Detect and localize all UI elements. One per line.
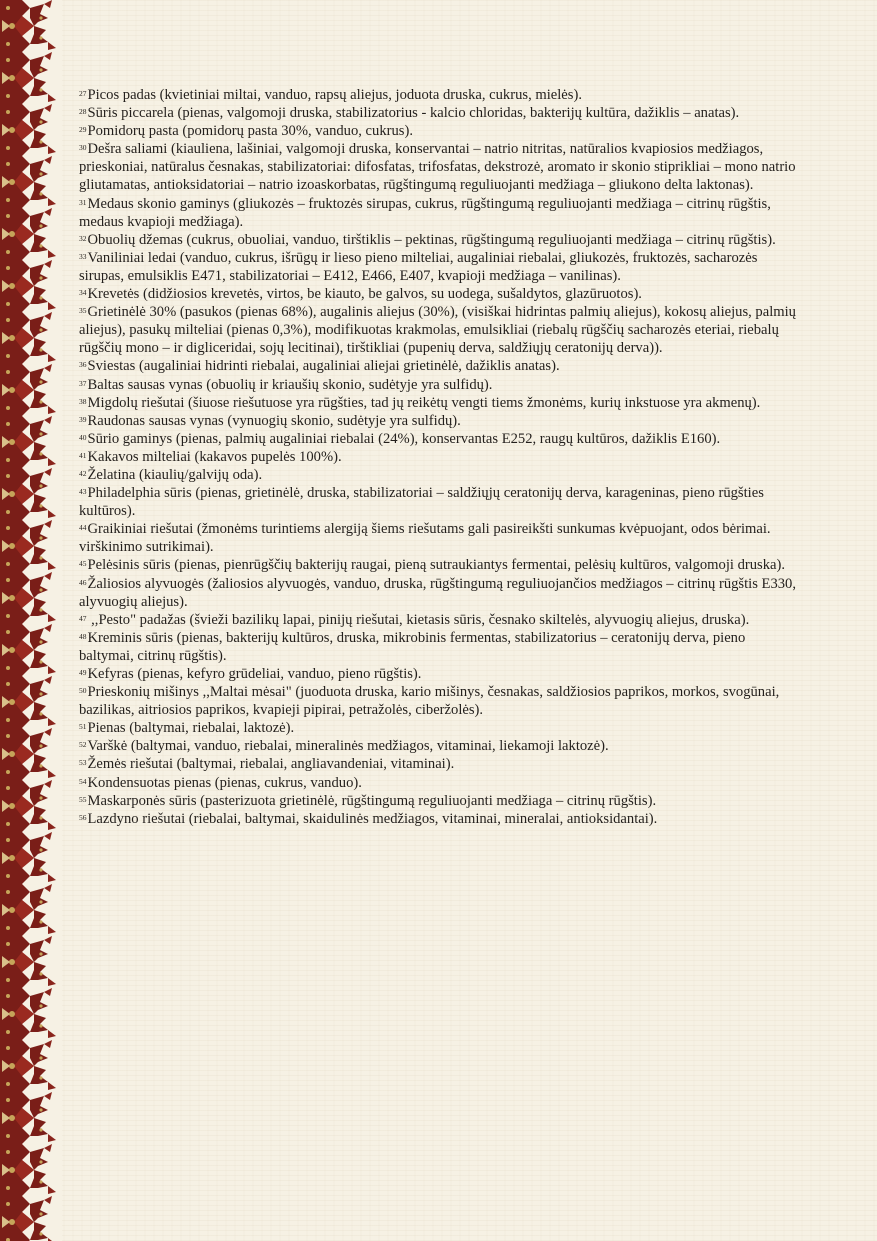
footnote-number: 31 [79, 197, 87, 207]
footnote-number: 45 [79, 559, 87, 569]
footnote-50 [79, 683, 803, 719]
footnote-text: Kreminis sūris (pienas, bakterijų kultūros, druska, mikrobinis fermentas, stabilizatorius – ceratonijų derva, pieno baltymai, citrinų rūgštis). [79, 629, 746, 664]
footnote-number: 52 [79, 740, 87, 750]
footnote-number: 35 [79, 306, 87, 316]
footnote-number: 48 [79, 631, 87, 641]
footnote-number: 30 [79, 143, 87, 153]
footnote-36 [79, 357, 803, 375]
footnote-text: Žemės riešutai (baltymai, riebalai, angliavandeniai, vitaminai). [87, 756, 455, 773]
footnote-number: 32 [79, 233, 87, 243]
footnote-number: 39 [79, 414, 87, 424]
footnote-text: Želatina (kiaulių/galvijų oda). [87, 466, 263, 483]
footnote-35 [79, 303, 803, 357]
footnote-number: 54 [79, 776, 87, 786]
footnote-text: Kakavos milteliai (kakavos pupelės 100%). [87, 448, 342, 465]
footnote-29 [79, 122, 803, 140]
footnote-text: Sūris piccarela (pienas, valgomoji druska, stabilizatorius - kalcio chloridas, bakterijų kultūra, dažiklis – anatas). [87, 105, 740, 122]
footnote-text: Varškė (baltymai, vanduo, riebalai, mineralinės medžiagos, vitaminai, liekamoji laktozė). [87, 738, 609, 755]
footnote-number: 28 [79, 107, 87, 117]
footnote-51 [79, 719, 803, 737]
footnote-text: Maskarponės sūris (pasterizuota grietinėlė, rūgštingumą reguliuojanti medžiaga – citrinų rūgštis). [87, 792, 657, 809]
footnote-33 [79, 249, 803, 285]
footnote-text: Pelėsinis sūris (pienas, pienrūgščių bakterijų raugai, pieną sutraukiantys fermentai, pelėsių kultūros, valgomoji druska). [87, 557, 785, 574]
footnote-number: 43 [79, 487, 87, 497]
footnote-42 [79, 466, 803, 484]
footnote-number: 50 [79, 686, 87, 696]
footnote-text: Baltas sausas vynas (obuolių ir kriaušių skonio, sudėtyje yra sulfidų). [87, 376, 493, 393]
footnote-text: Grietinėlė 30% (pasukos (pienas 68%), augalinis aliejus (30%), (visiškai hidrintas palmių aliejus), kokosų aliejus, palmių aliejus), pasukų milteliai (pienas 0,3%), modifikuotas krakmolas, emulsikliai (riebalų rūgščių sacharozės eteriai, riebalų rūgščių mono – ir digliceridai, sojų lecitinai), tirštikliai (pupenių derva, saldžiųjų ceratonijų derva)). [79, 304, 796, 357]
footnote-number: 53 [79, 758, 87, 768]
footnote-number: 34 [79, 288, 87, 298]
footnote-text: Pomidorų pasta (pomidorų pasta 30%, vanduo, cukrus). [87, 123, 413, 140]
footnote-text: Krevetės (didžiosios krevetės, virtos, be kiauto, be galvos, su uodega, sušaldytos, glazūruotos). [87, 286, 642, 303]
footnote-number: 27 [79, 89, 87, 98]
footnote-56 [79, 810, 803, 828]
footnote-34 [79, 285, 803, 303]
footnote-45 [79, 556, 803, 574]
footnote-31 [79, 195, 803, 231]
footnote-number: 44 [79, 523, 87, 533]
footnote-number: 38 [79, 396, 87, 406]
footnote-number: 40 [79, 432, 87, 442]
footnote-number: 37 [79, 378, 87, 388]
footnote-52 [79, 737, 803, 755]
footnote-55 [79, 792, 803, 810]
footnote-text: Kefyras (pienas, kefyro grūdeliai, vanduo, pieno rūgštis). [87, 666, 422, 682]
footnote-text: Picos padas (kvietiniai miltai, vanduo, rapsų aliejus, joduota druska, cukrus, mielės). [87, 87, 582, 103]
footnote-text: Žaliosios alyvuogės (žaliosios alyvuogės, vanduo, druska, rūgštingumą reguliuojančios medžiagos – citrinų rūgštis E330, alyvuogių aliejus). [79, 575, 796, 610]
footnote-44 [79, 520, 803, 556]
footnote-text: Medaus skonio gaminys (gliukozės – fruktozės sirupas, cukrus, rūgštingumą reguliuojanti medžiaga – citrinų rūgštis, medaus kvapioji medžiaga). [79, 195, 771, 230]
footnote-46 [79, 575, 803, 611]
footnote-text: Sviestas (augaliniai hidrinti riebalai, augaliniai aliejai grietinėlė, dažiklis anatas). [87, 358, 560, 375]
footnote-number: 29 [79, 125, 87, 135]
footnote-text: Migdolų riešutai (šiuose riešutuose yra rūgšties, tad jų reikėtų vengti tiems žmonėms, kurių inkstuose yra akmenų). [87, 394, 761, 411]
footnote-40 [79, 430, 803, 448]
footnote-text: Sūrio gaminys (pienas, palmių augaliniai riebalai (24%), konservantas E252, raugų kultūros, dažiklis E160). [87, 430, 721, 447]
footnote-49 [79, 665, 803, 683]
footnote-47 [79, 611, 803, 629]
footnote-text: ,,Pesto" padažas (švieži bazilikų lapai, pinijų riešutai, kietasis sūris, česnako skiltelės, alyvuogių aliejus, druska). [87, 611, 750, 628]
footnote-number: 33 [79, 251, 87, 261]
footnote-number: 55 [79, 794, 87, 804]
footnote-text: Prieskonių mišinys ,,Maltai mėsai" (juoduota druska, kario mišinys, česnakas, saldžiosios paprikos, morkos, svogūnai, bazilikas, aitriosios paprikos, kvapieji pipirai, petražolės, ciberžolės). [79, 684, 780, 719]
ingredients-footnotes [79, 86, 803, 828]
footnote-48 [79, 629, 803, 665]
footnote-number: 36 [79, 360, 87, 370]
footnote-38 [79, 394, 803, 412]
footnote-43 [79, 484, 803, 520]
footnote-number: 51 [79, 722, 87, 732]
footnote-text: Obuolių džemas (cukrus, obuoliai, vanduo, tirštiklis – pektinas, rūgštingumą reguliuojanti medžiaga – citrinų rūgštis). [87, 231, 776, 248]
footnote-text: Lazdyno riešutai (riebalai, baltymai, skaidulinės medžiagos, vitaminai, mineralai, antioksidantai). [87, 810, 658, 827]
footnote-number: 49 [79, 668, 87, 677]
footnote-number: 47 [79, 613, 87, 623]
footnote-37 [79, 376, 803, 394]
footnote-text: Graikiniai riešutai (žmonėms turintiems alergiją šiems riešutams gali pasireikšti sunkumas kvėpuojant, odos bėrimai. virškinimo sutrikimai). [79, 521, 771, 556]
footnote-text: Dešra saliami (kiauliena, lašiniai, valgomoji druska, konservantai – natrio nitritas, natūralios kvapiosios medžiagos, prieskoniai, natūralus česnakas, stabilizatoriai: difosfatas, trifosfatas, dekstrozė, aromato ir skonio stiprikliai – mono natrio gliutamatas, antioksidatoriai – natrio izoaskorbatas, rūgštingumą reguliuojanti medžiaga – gliukono delta laktonas). [79, 141, 796, 194]
folk-ornament-border-icon [0, 0, 62, 1241]
footnote-39 [79, 412, 803, 430]
footnote-text: Raudonas sausas vynas (vynuogių skonio, sudėtyje yra sulfidų). [87, 412, 461, 429]
footnote-text: Philadelphia sūris (pienas, grietinėlė, druska, stabilizatoriai – saldžiųjų ceratonijų derva, karageninas, pieno rūgšties kultūros). [79, 485, 764, 520]
footnote-54 [79, 774, 803, 792]
footnote-text: Vaniliniai ledai (vanduo, cukrus, išrūgų ir lieso pieno milteliai, augaliniai riebalai, gliukozės, fruktozės, sacharozės sirupas, emulsiklis E471, stabilizatoriai – E412, E466, E407, kvapioji medžiaga – vanilinas). [79, 249, 758, 284]
footnote-number: 41 [79, 450, 87, 460]
footnote-30 [79, 140, 803, 194]
footnote-32 [79, 231, 803, 249]
footnote-text: Pienas (baltymai, riebalai, laktozė). [87, 720, 295, 737]
footnote-number: 46 [79, 577, 87, 587]
footnote-27 [79, 86, 803, 104]
footnote-28 [79, 104, 803, 122]
footnote-53 [79, 755, 803, 773]
footnote-41 [79, 448, 803, 466]
footnote-number: 42 [79, 468, 87, 478]
footnote-text: Kondensuotas pienas (pienas, cukrus, vanduo). [87, 774, 362, 791]
footnote-number: 56 [79, 812, 87, 822]
